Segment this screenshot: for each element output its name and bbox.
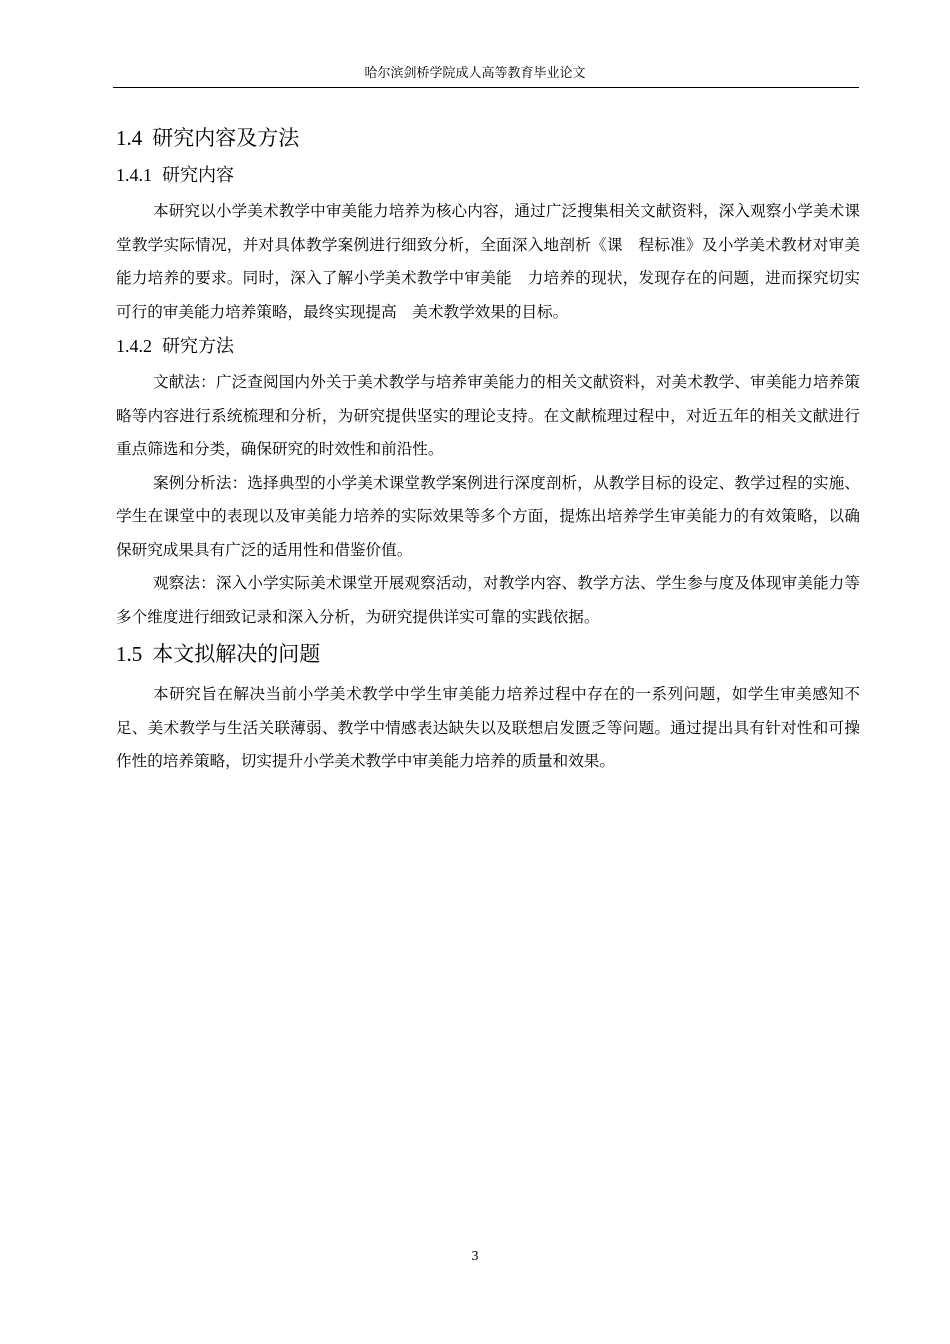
- section-number: 1.5: [116, 642, 143, 666]
- section-number: 1.4.2: [116, 336, 152, 356]
- section-title: 研究内容: [162, 165, 234, 186]
- literature-method-paragraph: 文献法：广泛查阅国内外关于美术教学与培养审美能力的相关文献资料，对美术教学、审美能力培养策略等内容进行系统梳理和分析，为研究提供坚实的理论支持。在文献梳理过程中，对近五年的相关文献进行重点筛选和分类，确保研究的时效性和前沿性。: [116, 373, 860, 458]
- section-1-4-2-heading: [116, 333, 860, 360]
- section-number: 1.4.1: [116, 165, 152, 185]
- running-header: 哈尔滨剑桥学院成人高等教育毕业论文: [364, 66, 586, 81]
- observation-method-paragraph: 观察法：深入小学实际美术课堂开展观察活动，对教学内容、教学方法、学生参与度及体现审美能力等多个维度进行细致记录和深入分析，为研究提供详实可靠的实践依据。: [116, 574, 860, 626]
- section-title: 研究方法: [162, 336, 234, 357]
- section-1-5-heading: [116, 640, 860, 668]
- header-divider: [113, 87, 859, 88]
- section-1-4-1-heading: [116, 162, 860, 189]
- research-content-paragraph: 本研究以小学美术教学中审美能力培养为核心内容，通过广泛搜集相关文献资料，深入观察小学美术课堂教学实际情况，并对具体教学案例进行细致分析，全面深入地剖析《课 程标准》及小学美术教材对审美能力培养的要求。同时，深入了解小学美术教学中审美能 力培养的现状，发现存在的问题，进而探究切实可行的审美能力培养策略，最终实现提高 美术教学效果的目标。: [116, 202, 860, 321]
- document-body: [116, 118, 860, 779]
- problems-paragraph: 本研究旨在解决当前小学美术教学中学生审美能力培养过程中存在的一系列问题，如学生审美感知不足、美术教学与生活关联薄弱、教学中情感表达缺失以及联想启发匮乏等问题。通过提出具有针对性和可操作性的培养策略，切实提升小学美术教学中审美能力培养的质量和效果。: [116, 685, 860, 770]
- section-1-4-heading: [116, 124, 860, 152]
- case-analysis-paragraph: 案例分析法：选择典型的小学美术课堂教学案例进行深度剖析，从教学目标的设定、教学过程的实施、学生在课堂中的表现以及审美能力培养的实际效果等多个方面，提炼出培养学生审美能力的有效策略，以确保研究成果具有广泛的适用性和借鉴价值。: [116, 473, 860, 559]
- section-title: 研究内容及方法: [152, 126, 300, 150]
- section-title: 本文拟解决的问题: [152, 642, 321, 666]
- page-number: 3: [471, 1249, 479, 1264]
- section-number: 1.4: [116, 126, 143, 150]
